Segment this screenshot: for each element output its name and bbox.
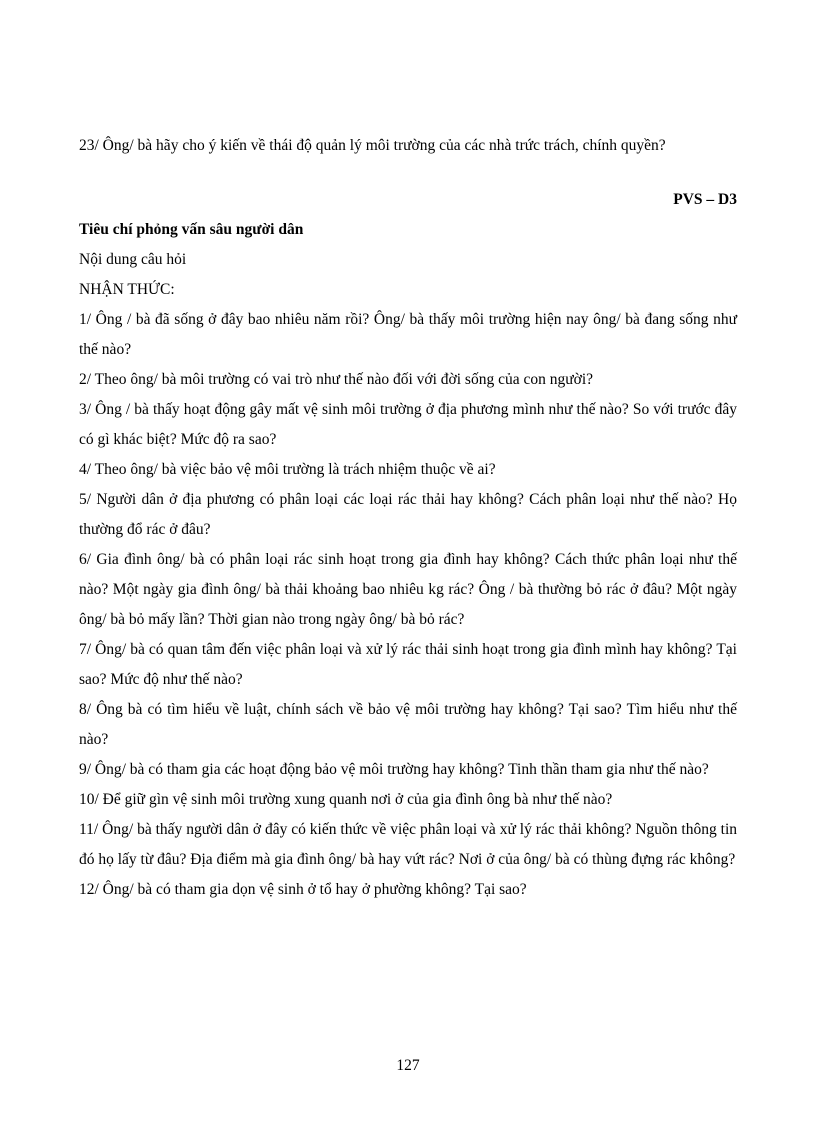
question-item: 10/ Để giữ gìn vệ sinh môi trường xung quanh nơi ở của gia đình ông bà như thế nào? (79, 791, 613, 808)
question-item: 8/ Ông bà có tìm hiểu về luật, chính sách về bảo vệ môi trường hay không? Tại sao? Tìm hiểu như thế nào? (79, 701, 737, 748)
page-content (79, 131, 737, 905)
question-item: 2/ Theo ông/ bà môi trường có vai trò như thế nào đối với đời sống của con người? (79, 371, 594, 388)
form-code: PVS – D3 (673, 191, 737, 208)
question-item: 3/ Ông / bà thấy hoạt động gây mất vệ sinh môi trường ở địa phương mình như thế nào? So với trước đây có gì khác biệt? Mức độ ra sao? (79, 401, 737, 448)
question-item: 4/ Theo ông/ bà việc bảo vệ môi trường là trách nhiệm thuộc về ai? (79, 461, 496, 478)
question-item: 5/ Người dân ở địa phương có phân loại các loại rác thải hay không? Cách phân loại như thế nào? Họ thường đổ rác ở đâu? (79, 491, 737, 538)
question-item: 11/ Ông/ bà thấy người dân ở đây có kiến thức về việc phân loại và xử lý rác thải không? Nguồn thông tin đó họ lấy từ đâu? Địa điểm mà gia đình ông/ bà hay vứt rác? Nơi ở của ông/ bà có thùng đựng rác không? (79, 821, 737, 868)
previous-question: 23/ Ông/ bà hãy cho ý kiến về thái độ quản lý môi trường của các nhà trức trách, chính quyền? (79, 137, 666, 154)
page-number: 127 (396, 1057, 420, 1074)
category-label: NHẬN THỨC: (79, 281, 175, 298)
subtitle: Nội dung câu hỏi (79, 251, 187, 268)
question-item: 9/ Ông/ bà có tham gia các hoạt động bảo vệ môi trường hay không? Tinh thần tham gia như thế nào? (79, 761, 709, 778)
question-item: 12/ Ông/ bà có tham gia dọn vệ sinh ở tổ hay ở phường không? Tại sao? (79, 881, 527, 898)
section-title: Tiêu chí phỏng vấn sâu người dân (79, 221, 304, 238)
question-item: 6/ Gia đình ông/ bà có phân loại rác sinh hoạt trong gia đình hay không? Cách thức phân loại như thế nào? Một ngày gia đình ông/ bà thải khoảng bao nhiêu kg rác? Ông / bà thường bỏ rác ở đâu? Một ngày ông/ bà bỏ mấy lần? Thời gian nào trong ngày ông/ bà bỏ rác? (79, 551, 737, 628)
question-item: 7/ Ông/ bà có quan tâm đến việc phân loại và xử lý rác thải sinh hoạt trong gia đình mình hay không? Tại sao? Mức độ như thế nào? (79, 641, 737, 688)
question-item: 1/ Ông / bà đã sống ở đây bao nhiêu năm rồi? Ông/ bà thấy môi trường hiện nay ông/ bà đang sống như thế nào? (79, 311, 737, 358)
